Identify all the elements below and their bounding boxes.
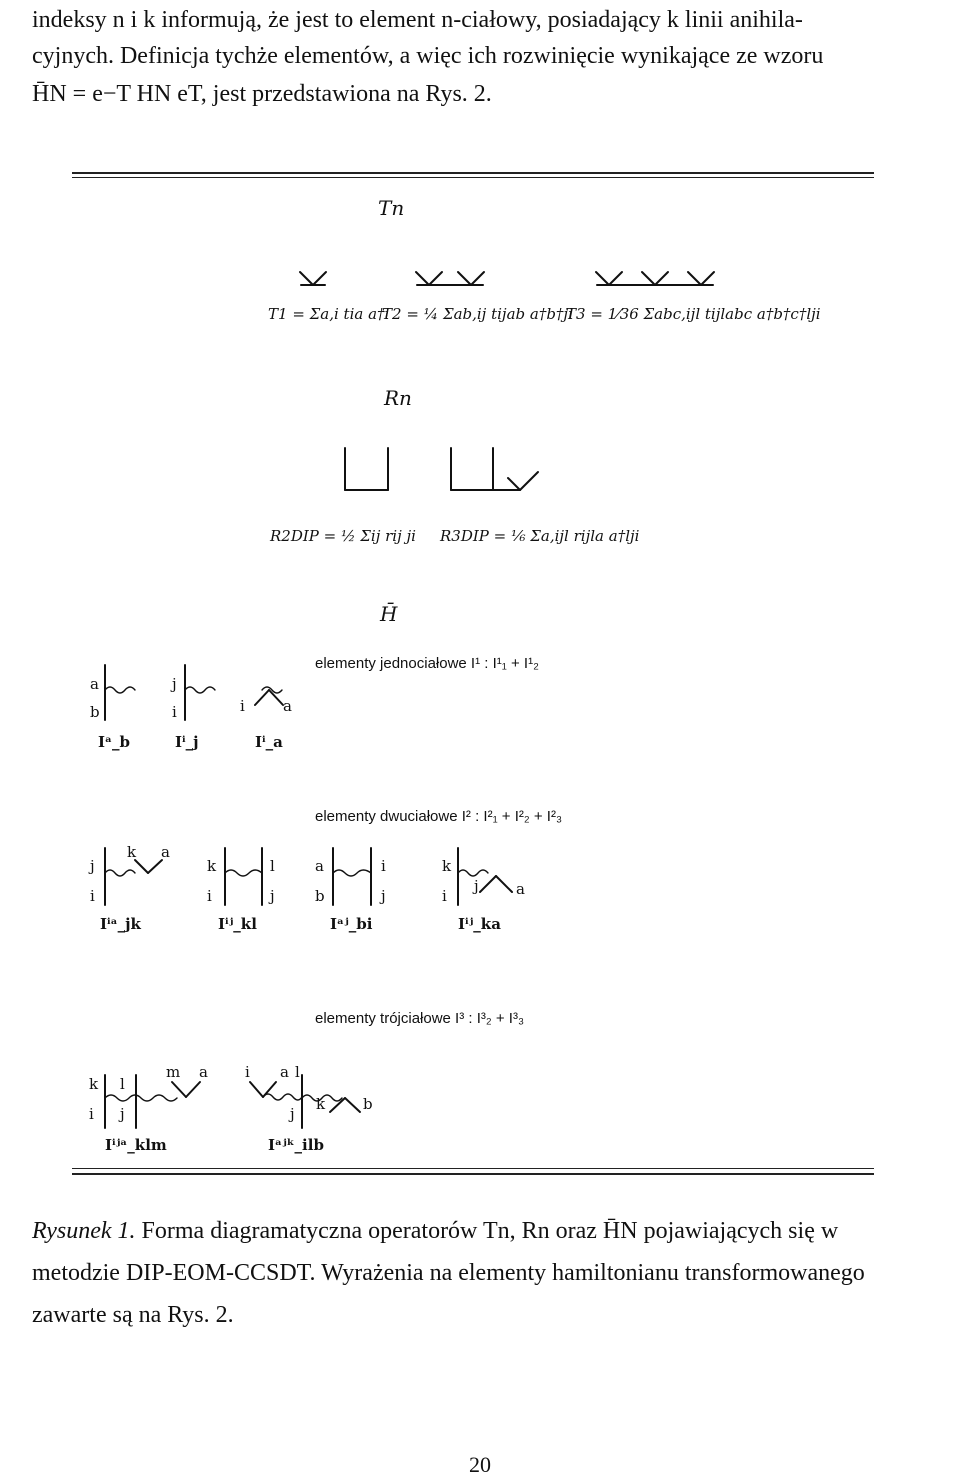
three-body-iajkilb — [250, 1075, 360, 1128]
label-i: i — [381, 857, 386, 875]
element-name: Iⁱᵃ_jk — [100, 915, 141, 933]
t2-vertex-diagram — [416, 272, 484, 285]
rn-title: Rn — [384, 386, 412, 410]
hbar-title: H̄ — [380, 602, 398, 626]
element-name: Iᵃ_b — [98, 733, 130, 751]
label-a: a — [199, 1063, 208, 1081]
label-k: k — [442, 857, 452, 875]
one-body-heading: elementy jednociałowe I¹ : I¹₁ + I¹₂ — [315, 655, 539, 672]
label-i: i — [245, 1063, 250, 1081]
two-body-iijkl — [225, 848, 262, 905]
label-j: j — [120, 1105, 125, 1123]
t1-vertex-diagram — [300, 272, 326, 285]
label-k: k — [316, 1095, 326, 1113]
label-j: j — [290, 1105, 295, 1123]
label-j: j — [90, 857, 95, 875]
label-i: i — [90, 887, 95, 905]
one-body-iab — [105, 665, 135, 720]
label-j: j — [381, 887, 386, 905]
label-i: i — [442, 887, 447, 905]
three-body-heading: elementy trójciałowe I³ : I³₂ + I³₃ — [315, 1010, 525, 1027]
label-k: k — [207, 857, 217, 875]
r2-formula: R2DIP = ½ Σij rij ji — [270, 527, 416, 545]
one-body-iia — [255, 687, 283, 705]
label-l: l — [295, 1063, 300, 1081]
element-name: Iᵃʲ_bi — [330, 915, 373, 933]
label-a: a — [90, 675, 99, 693]
page-number: 20 — [469, 1452, 491, 1477]
body-line-1: indeksy n i k informują, że jest to element n-ciałowy, posiadający k linii anihila- — [32, 7, 803, 33]
element-name: Iⁱʲ_ka — [458, 915, 501, 933]
label-l: l — [120, 1075, 125, 1093]
label-l: l — [270, 857, 275, 875]
label-i: i — [89, 1105, 94, 1123]
label-i: i — [172, 703, 177, 721]
tn-title: Tn — [378, 196, 405, 220]
element-name: Iⁱ_a — [255, 733, 283, 751]
label-b: b — [90, 703, 100, 721]
body-line-3: H̄N = e−T HN eT, jest przedstawiona na Rys. 2. — [32, 81, 492, 107]
label-k: k — [127, 843, 137, 861]
label-j: j — [270, 887, 275, 905]
t2-formula: T2 = ¼ Σab,ij tijab a†b†ji — [382, 305, 573, 323]
caption-text: Forma diagramatyczna operatorów Tn, Rn oraz H̄N pojawiających się w metodzie DIP-EOM-CCSDT. Wyrażenia na elementy hamiltonianu transformowanego zawarte są na Rys. 2. — [32, 1218, 865, 1328]
label-j: j — [474, 877, 479, 895]
label-a: a — [161, 843, 170, 861]
label-m: m — [166, 1063, 181, 1081]
label-a: a — [516, 880, 525, 898]
label-j: j — [172, 675, 177, 693]
element-name: Iⁱʲ_kl — [218, 915, 257, 933]
label-a: a — [283, 697, 292, 715]
figure-caption — [32, 1210, 932, 1336]
two-body-heading: elementy dwuciałowe I² : I²₁ + I²₂ + I²₃ — [315, 808, 563, 825]
t3-formula: T3 = 1⁄36 Σabc,ijl tijlabc a†b†c†lji — [566, 305, 821, 323]
label-a: a — [280, 1063, 289, 1081]
t1-formula: T1 = Σa,i tia a†i — [268, 305, 390, 323]
label-b: b — [315, 887, 325, 905]
element-name: Iⁱ_j — [175, 733, 199, 751]
two-body-iijka — [458, 848, 512, 905]
t3-vertex-diagram — [596, 272, 714, 285]
r2-diagram — [345, 448, 388, 490]
label-b: b — [363, 1095, 373, 1113]
label-k: k — [89, 1075, 99, 1093]
element-name: Iⁱʲᵃ_klm — [105, 1136, 167, 1154]
r3-formula: R3DIP = ⅙ Σa,ijl rijla a†lji — [440, 527, 640, 545]
r3-diagram — [451, 448, 538, 490]
label-i: i — [207, 887, 212, 905]
one-body-iij — [185, 665, 215, 720]
label-i: i — [240, 697, 245, 715]
caption-label: Rysunek 1. — [32, 1218, 136, 1244]
element-name: Iᵃʲᵏ_ilb — [268, 1136, 324, 1154]
label-a: a — [315, 857, 324, 875]
two-body-iajbi — [333, 848, 371, 905]
body-line-2: cyjnych. Definicja tychże elementów, a więc ich rozwinięcie wynikające ze wzoru — [32, 43, 824, 69]
